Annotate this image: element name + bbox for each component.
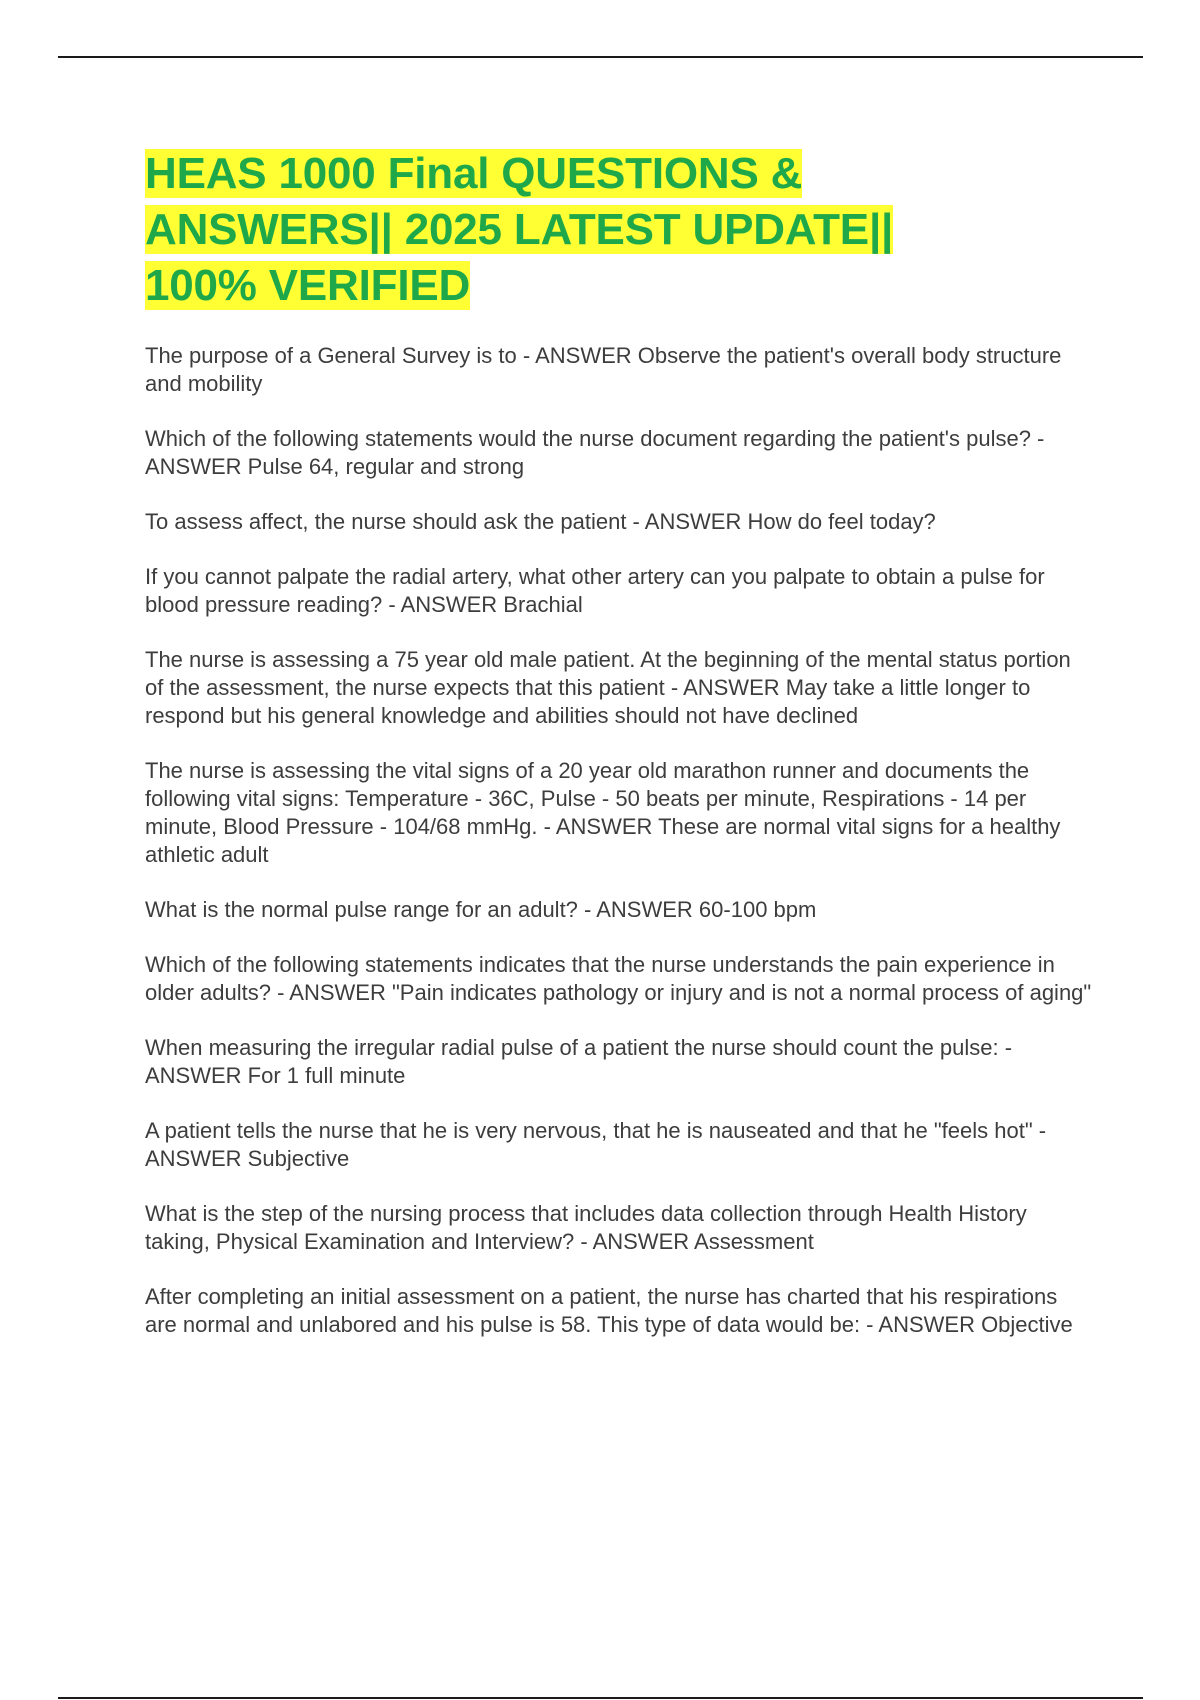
qa-item: To assess affect, the nurse should ask the patient - ANSWER How do feel today? xyxy=(145,509,936,534)
qa-item: What is the normal pulse range for an adult? - ANSWER 60-100 bpm xyxy=(145,897,817,922)
qa-item: After completing an initial assessment on a patient, the nurse has charted that his respirations are normal and unlabored and his pulse is 58. This type of data would be: - ANSWER Objective xyxy=(145,1284,1073,1337)
footer-rule xyxy=(58,1697,1143,1699)
document-title xyxy=(145,146,1095,314)
qa-item: A patient tells the nurse that he is very nervous, that he is nauseated and that he "feels hot" - ANSWER Subjective xyxy=(145,1118,1047,1171)
qa-item: The nurse is assessing the vital signs of a 20 year old marathon runner and documents the following vital signs: Temperature - 36C, Pulse - 50 beats per minute, Respirations - 14 per minute, Blood Pressure - 104/68 mmHg. - ANSWER These are normal vital signs for a healthy athletic adult xyxy=(145,758,1061,867)
title-line: ANSWERS|| 2025 LATEST UPDATE|| xyxy=(145,205,894,254)
qa-item: The nurse is assessing a 75 year old male patient. At the beginning of the mental status portion of the assessment, the nurse expects that this patient - ANSWER May take a little longer to respond but his general knowledge and abilities should not have declined xyxy=(145,647,1071,728)
qa-item: When measuring the irregular radial pulse of a patient the nurse should count the pulse: - ANSWER For 1 full minute xyxy=(145,1035,1013,1088)
title-line: 100% VERIFIED xyxy=(145,261,471,310)
qa-item: Which of the following statements would the nurse document regarding the patient's pulse? - ANSWER Pulse 64, regular and strong xyxy=(145,426,1045,479)
qa-item: The purpose of a General Survey is to - ANSWER Observe the patient's overall body structure and mobility xyxy=(145,343,1062,396)
qa-list xyxy=(145,342,1095,1339)
qa-item: Which of the following statements indicates that the nurse understands the pain experience in older adults? - ANSWER "Pain indicates pathology or injury and is not a normal process of aging" xyxy=(145,952,1092,1005)
title-line: HEAS 1000 Final QUESTIONS & xyxy=(145,149,803,198)
document-body xyxy=(145,146,1095,1366)
header-rule xyxy=(58,56,1143,58)
qa-item: What is the step of the nursing process that includes data collection through Health History taking, Physical Examination and Interview? - ANSWER Assessment xyxy=(145,1201,1027,1254)
qa-item: If you cannot palpate the radial artery, what other artery can you palpate to obtain a pulse for blood pressure reading? - ANSWER Brachial xyxy=(145,564,1045,617)
